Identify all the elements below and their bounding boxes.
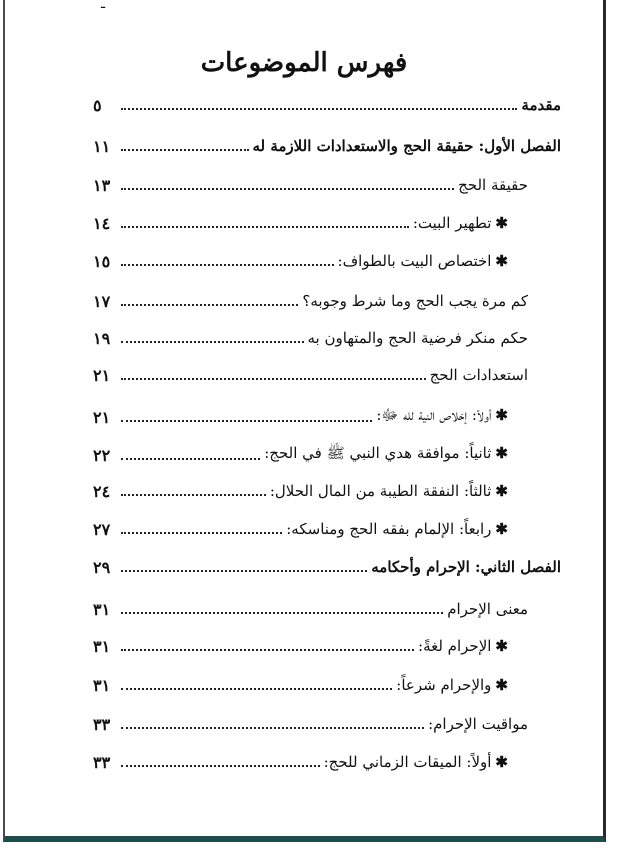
toc-entry-label xyxy=(286,520,508,538)
toc-page-number: ١٥ xyxy=(93,251,111,271)
dot-leader xyxy=(121,612,443,614)
asterisk-bullet-icon: ✱ xyxy=(495,444,508,462)
toc-entry-text: استعدادات الحج xyxy=(429,366,528,384)
toc-entry-label xyxy=(253,137,561,155)
toc-entry-text: حقيقة الحج xyxy=(458,176,528,194)
dot-leader xyxy=(121,188,454,190)
dot-leader xyxy=(121,570,367,572)
toc-entry[interactable] xyxy=(93,170,528,200)
toc-entry-text: مقدمة xyxy=(521,96,561,114)
toc-page-number: ١٤ xyxy=(93,213,111,233)
toc-page-number: ١١ xyxy=(93,136,111,156)
dot-leader xyxy=(121,264,334,266)
toc-page-number: ٣١ xyxy=(93,675,111,695)
asterisk-bullet-icon: ✱ xyxy=(495,482,508,500)
corner-mark: ـ xyxy=(101,0,106,12)
toc-page-number: ٥ xyxy=(93,95,102,115)
toc-entry[interactable] xyxy=(93,670,508,700)
page-title: فهرس الموضوعات xyxy=(200,48,408,78)
toc-entry-text: معنى الإحرام xyxy=(447,600,528,618)
toc-entry[interactable] xyxy=(93,360,528,390)
dot-leader xyxy=(121,420,372,422)
dot-leader xyxy=(121,226,409,228)
toc-entry[interactable] xyxy=(93,90,561,120)
toc-entry-label xyxy=(371,558,561,576)
toc-entry-text: كم مرة يجب الحج وما شرط وجوبه؟ xyxy=(302,292,528,310)
toc-entry-label xyxy=(338,252,508,270)
dot-leader xyxy=(121,727,424,729)
toc-entry-text: أولاً: الميقات الزماني للحج: xyxy=(323,753,492,771)
toc-entry-label xyxy=(264,444,508,466)
dot-leader xyxy=(121,378,426,380)
toc-entry-label xyxy=(521,96,561,114)
toc-page-number: ٢٢ xyxy=(93,445,111,465)
toc-page-number: ٣١ xyxy=(93,636,111,656)
toc-entry[interactable] xyxy=(93,131,561,161)
toc-page-number: ١٧ xyxy=(93,291,111,311)
toc-entry-label xyxy=(428,715,528,733)
asterisk-bullet-icon: ✱ xyxy=(495,753,508,771)
toc-page-number: ٢٧ xyxy=(93,519,111,539)
toc-entry-text: حكم منكر فرضية الحج والمتهاون به xyxy=(307,329,528,347)
toc-entry-text: والإحرام شرعاً: xyxy=(396,676,492,694)
toc-entry[interactable] xyxy=(93,402,508,432)
asterisk-bullet-icon: ✱ xyxy=(495,676,508,694)
asterisk-bullet-icon: ✱ xyxy=(495,252,508,270)
dot-leader xyxy=(121,458,260,460)
book-page xyxy=(3,0,606,842)
toc-entry-label xyxy=(376,406,508,428)
toc-entry-label xyxy=(430,366,528,384)
toc-entry-text: الفصل الثاني: الإحرام وأحكامه xyxy=(371,558,561,576)
toc-entry[interactable] xyxy=(93,709,528,739)
toc-entry[interactable] xyxy=(93,208,508,238)
toc-entry-text: مواقيت الإحرام: xyxy=(428,715,528,733)
toc-entry-label xyxy=(413,214,508,232)
asterisk-bullet-icon: ✱ xyxy=(495,520,508,538)
toc-entry-label xyxy=(324,753,508,771)
toc-entry[interactable] xyxy=(93,286,528,316)
asterisk-bullet-icon: ✱ xyxy=(495,214,508,232)
dot-leader xyxy=(121,304,298,306)
toc-entry-text: الإحرام لغةً: xyxy=(418,637,492,655)
toc-page-number: ٢٩ xyxy=(93,557,111,577)
dot-leader xyxy=(121,532,282,534)
toc-entry-label xyxy=(308,329,529,347)
toc-entry-text: اختصاص البيت بالطواف: xyxy=(337,252,492,270)
dot-leader xyxy=(121,108,517,110)
toc-entry[interactable] xyxy=(93,440,508,470)
toc-entry[interactable] xyxy=(93,514,508,544)
toc-page-number: ٢١ xyxy=(93,365,111,385)
toc-page-number: ٣٣ xyxy=(93,714,111,734)
toc-entry[interactable] xyxy=(93,476,508,506)
toc-entry[interactable] xyxy=(93,552,561,582)
toc-entry-text: تطهير البيت: xyxy=(412,214,492,232)
toc-entry-text: أولاً: إخلاص النية لله ﷻ: xyxy=(376,406,492,424)
toc-entry-label xyxy=(458,176,528,194)
toc-entry-label xyxy=(418,637,508,655)
asterisk-bullet-icon: ✱ xyxy=(495,406,508,424)
toc-page-number: ١٩ xyxy=(93,328,111,348)
toc-entry-label xyxy=(270,482,508,500)
toc-page-number: ٢٤ xyxy=(93,481,111,501)
dot-leader xyxy=(121,765,320,767)
toc-entry-label xyxy=(302,292,528,310)
toc-page-number: ٢١ xyxy=(93,407,111,427)
toc-entry[interactable] xyxy=(93,631,508,661)
toc-page-number: ١٣ xyxy=(93,175,111,195)
dot-leader xyxy=(121,688,392,690)
toc-entry-text: الفصل الأول: حقيقة الحج والاستعدادات اللازمة له xyxy=(252,137,561,155)
toc-entry-label xyxy=(447,600,528,618)
dot-leader xyxy=(121,341,304,343)
toc-entry-text: ثانياً: موافقة هدي النبي ﷺ في الحج: xyxy=(264,444,492,462)
toc-page-number: ٣١ xyxy=(93,599,111,619)
toc-page-number: ٣٣ xyxy=(93,752,111,772)
toc-entry-label xyxy=(396,676,508,694)
dot-leader xyxy=(121,649,414,651)
toc-entry[interactable] xyxy=(93,747,508,777)
asterisk-bullet-icon: ✱ xyxy=(495,637,508,655)
dot-leader xyxy=(121,149,249,151)
toc-entry-text: ثالثاً: النفقة الطيبة من المال الحلال: xyxy=(269,482,492,500)
toc-entry[interactable] xyxy=(93,594,528,624)
toc-entry-text: رابعاً: الإلمام بفقه الحج ومناسكه: xyxy=(286,520,492,538)
toc-entry[interactable] xyxy=(93,246,508,276)
dot-leader xyxy=(121,494,266,496)
toc-entry[interactable] xyxy=(93,323,528,353)
